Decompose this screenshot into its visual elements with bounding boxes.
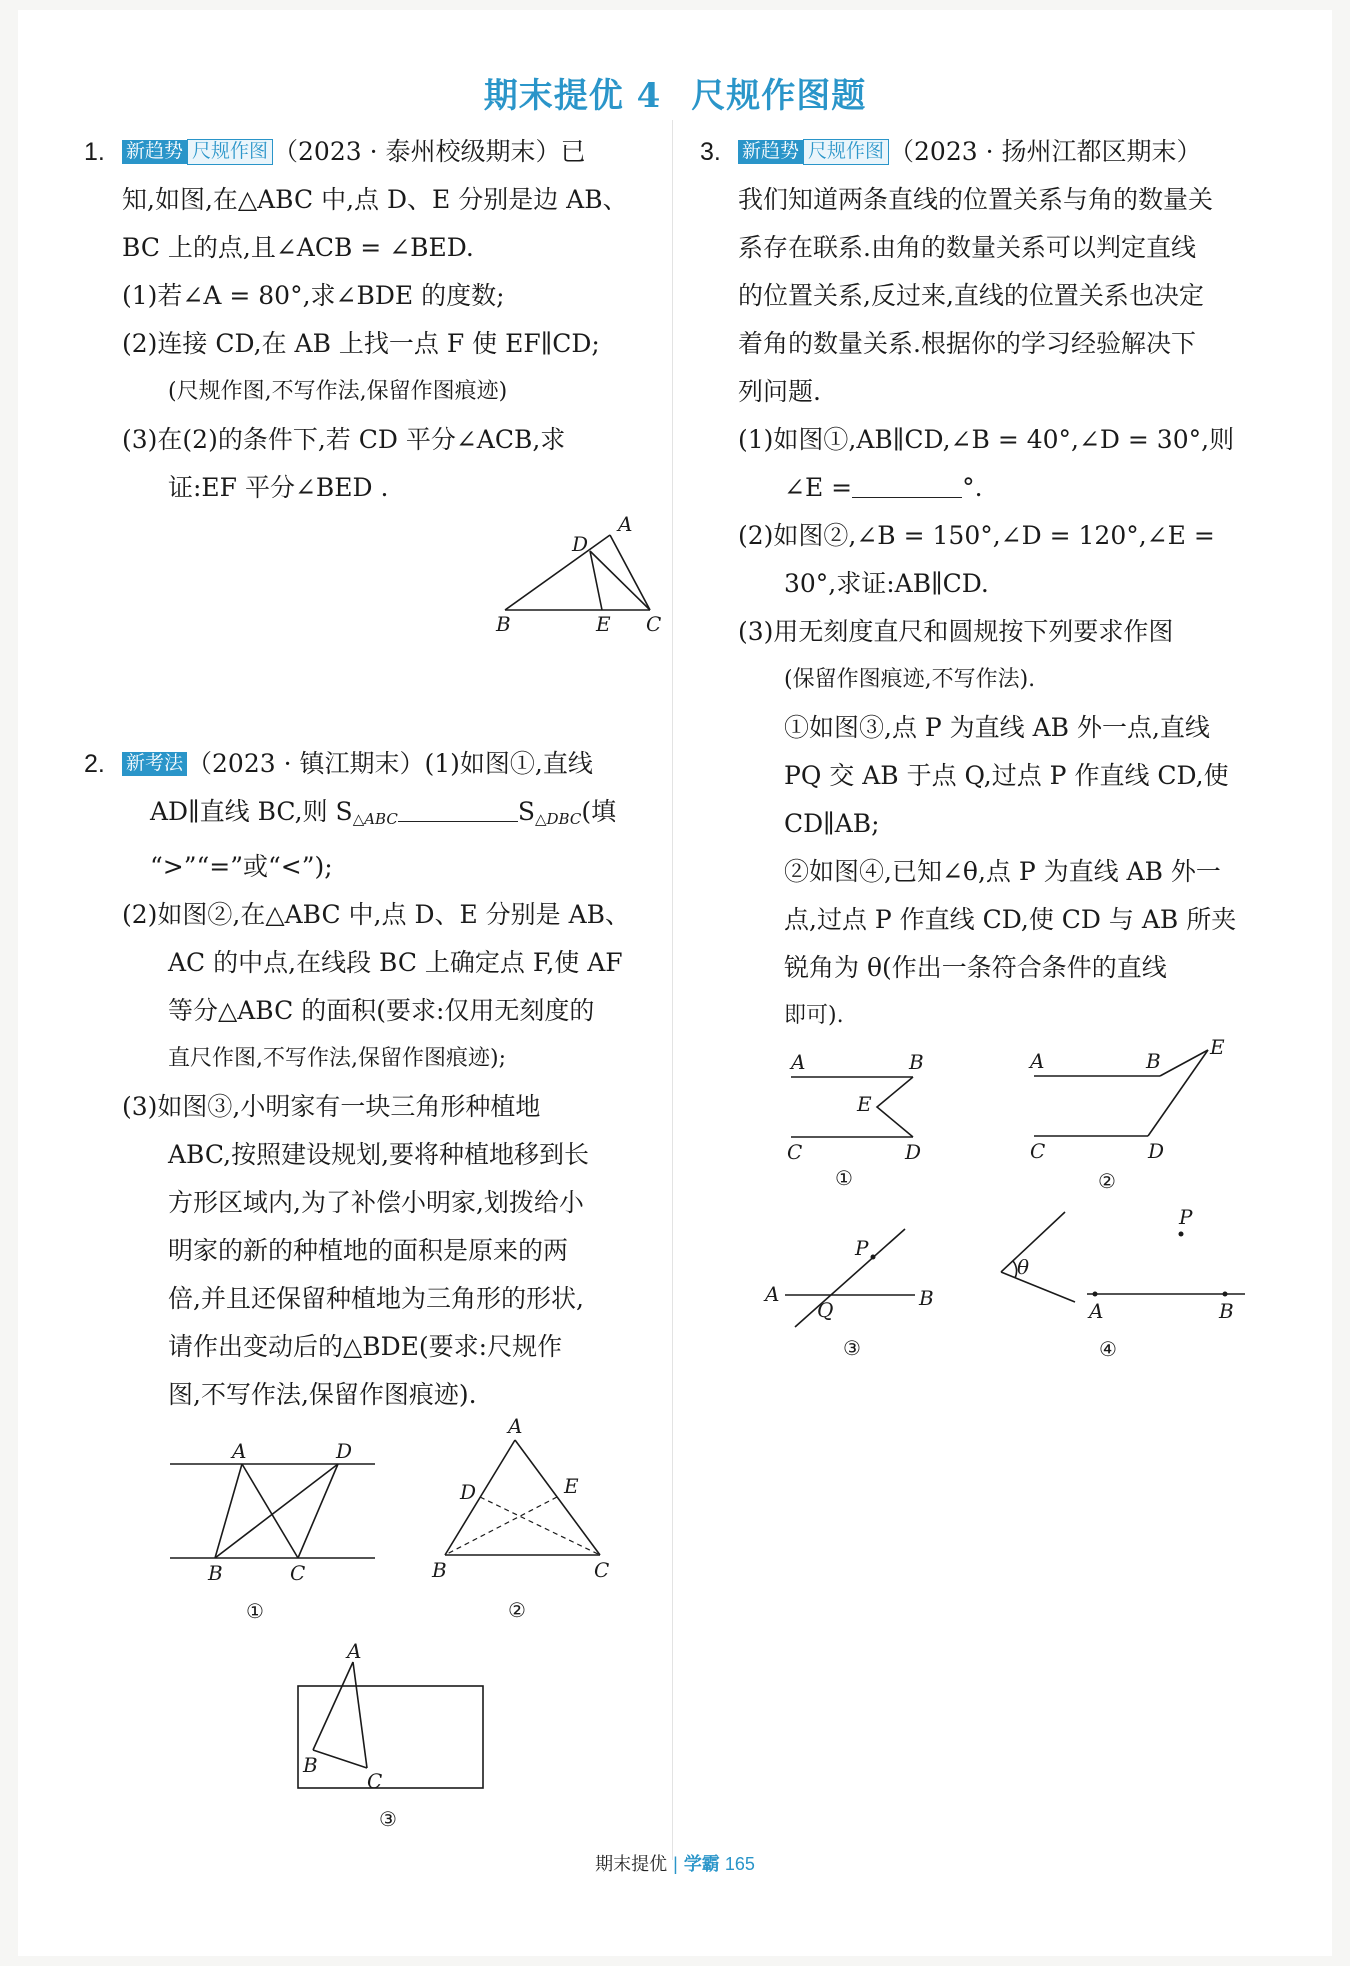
q3f3-label-a: A [765, 1282, 780, 1306]
q2-figure-1 [170, 1440, 380, 1630]
q3f2-label-a: A [1030, 1049, 1045, 1073]
q1-label-d: D [572, 532, 589, 556]
q3f4-label-b: B [1219, 1299, 1234, 1323]
q3f4-point-p [1179, 1232, 1184, 1237]
q2f2-label-d: D [460, 1480, 477, 1504]
q3f2-label-c: C [1030, 1139, 1046, 1163]
q3f3-caption: ③ [843, 1336, 861, 1360]
q3-line-1 [700, 128, 1280, 176]
q2-line-3: “>”“=”或“<”); [150, 852, 333, 881]
q2-tag-new-method: 新考法 [122, 752, 187, 776]
q2-text-c: (填 [581, 797, 617, 826]
q2f1-label-d: D [336, 1439, 353, 1463]
q3f4-point-a [1093, 1292, 1098, 1297]
q3-part-1: (1)如图①,AB∥CD,∠B = 40°,∠D = 30°,则 [738, 425, 1235, 454]
q1-source: （2023 · 泰州校级期末）已 [273, 137, 586, 166]
q3-figure-1 [785, 1045, 935, 1195]
q1-number: 1. [84, 138, 105, 166]
footer-section: 期末提优 [595, 1854, 668, 1874]
q3f2-label-e: E [1210, 1035, 1225, 1059]
q2f1-caption: ① [246, 1599, 264, 1623]
q3f1-label-a: A [791, 1050, 806, 1074]
q1-tag-construction: 尺规作图 [187, 139, 273, 165]
q3-number: 3. [700, 138, 721, 166]
q1-line-3: BC 上的点,且∠ACB = ∠BED. [122, 233, 474, 262]
q2-part-2-l4: 直尺作图,不写作法,保留作图痕迹); [168, 1046, 506, 1071]
q2f1-label-a: A [232, 1439, 247, 1463]
q3-source: （2023 · 扬州江都区期末） [889, 137, 1202, 166]
q3f1-label-b: B [909, 1050, 924, 1074]
q3f3-label-q: Q [817, 1298, 834, 1322]
q2-source: （2023 · 镇江期末）(1)如图①,直线 [187, 749, 593, 778]
q1-label-b: B [496, 612, 511, 636]
q2f3-label-b: B [303, 1753, 318, 1777]
q1-part-1: (1)若∠A = 80°,求∠BDE 的度数; [122, 281, 505, 310]
q3-answer-blank[interactable] [852, 473, 962, 498]
q2f2-label-c: C [594, 1558, 610, 1582]
q3-sub-1-l3: CD∥AB; [784, 809, 880, 838]
q2-part-3-l6: 请作出变动后的△BDE(要求:尺规作 [168, 1332, 563, 1361]
q2f3-caption: ③ [379, 1807, 397, 1831]
q2f2-label-b: B [432, 1558, 447, 1582]
q2f1-label-b: B [208, 1561, 223, 1585]
q3f1-label-c: C [787, 1140, 803, 1164]
q2-text-b: S [517, 797, 535, 826]
q2-number: 2. [84, 750, 105, 778]
q3-sub-1: ①如图③,点 P 为直线 AB 外一点,直线 [784, 713, 1210, 742]
q2-part-2-l3: 等分△ABC 的面积(要求:仅用无刻度的 [168, 996, 595, 1025]
q2-block [84, 740, 664, 1419]
footer-brand: 学霸 [683, 1854, 720, 1874]
q2-line-1 [84, 740, 664, 788]
q3f3-point-p [871, 1255, 876, 1260]
page-title [0, 68, 1350, 117]
q3-sub-2-l2: 点,过点 P 作直线 CD,使 CD 与 AB 所夹 [784, 905, 1237, 934]
q1-part-2-note: (尺规作图,不写作法,保留作图痕迹) [168, 379, 508, 404]
q1-tag-trend: 新趋势 [122, 140, 187, 164]
q1-part-2: (2)连接 CD,在 AB 上找一点 F 使 EF∥CD; [122, 329, 600, 358]
q2-text-a: AD∥直线 BC,则 S [150, 797, 353, 826]
q3-figure-3 [765, 1215, 945, 1365]
q3-tag-trend: 新趋势 [738, 140, 803, 164]
q3f4-label-p: P [1179, 1205, 1193, 1229]
q2-sub-dbc: △DBC [534, 810, 582, 828]
q3-intro-5: 列问题. [738, 377, 821, 406]
q2-line-2 [84, 788, 664, 843]
q3-intro-4: 着角的数量关系.根据你的学习经验解决下 [738, 329, 1196, 358]
q3-intro-2: 系存在联系.由角的数量关系可以判定直线 [738, 233, 1196, 262]
q3f1-caption: ① [835, 1166, 853, 1190]
title-number: 期末提优 4 [483, 76, 662, 116]
q3-sub-1-l2: PQ 交 AB 于点 Q,过点 P 作直线 CD,使 [784, 761, 1229, 790]
q3f4-caption: ④ [1099, 1337, 1117, 1361]
q3-part-3-note: (保留作图痕迹,不写作法). [784, 667, 1036, 692]
q3-degree-unit: °. [962, 473, 983, 502]
q1-label-a: A [618, 512, 633, 536]
q3-part-2: (2)如图②,∠B = 150°,∠D = 120°,∠E = [738, 521, 1215, 550]
q2f3-label-c: C [367, 1769, 383, 1793]
q3-figure-4 [995, 1200, 1255, 1365]
page-footer [0, 1850, 1350, 1876]
q3-intro-3: 的位置关系,反过来,直线的位置关系也决定 [738, 281, 1204, 310]
q2f2-label-a: A [508, 1414, 523, 1438]
q3-figure-2 [1030, 1035, 1240, 1200]
q3f4-point-b [1223, 1292, 1228, 1297]
right-column [700, 128, 1280, 1040]
q3-sub-2: ②如图④,已知∠θ,点 P 为直线 AB 外一 [784, 857, 1221, 886]
q3f3-label-p: P [855, 1236, 869, 1260]
title-text: 尺规作图题 [691, 76, 867, 116]
q2f1-label-c: C [290, 1561, 306, 1585]
q3-part-2-cont: 30°,求证:AB∥CD. [784, 569, 989, 598]
q3f2-label-d: D [1148, 1139, 1165, 1163]
left-column [84, 128, 664, 512]
q3-intro-1: 我们知道两条直线的位置关系与角的数量关 [738, 185, 1214, 214]
footer-separator: | [673, 1854, 678, 1874]
q2f2-caption: ② [508, 1598, 526, 1622]
column-divider [672, 120, 673, 1860]
q1-line-1 [84, 128, 664, 176]
q2-answer-blank[interactable] [398, 797, 518, 822]
q2-part-2: (2)如图②,在△ABC 中,点 D、E 分别是 AB、 [122, 900, 631, 929]
q2-figure-3 [295, 1640, 495, 1835]
q3-sub-2-l4: 即可). [784, 1003, 844, 1028]
q1-label-e: E [596, 612, 611, 636]
q3f2-label-b: B [1146, 1049, 1161, 1073]
page-number: 165 [724, 1854, 755, 1874]
q3-sub-2-l3: 锐角为 θ(作出一条符合条件的直线 [784, 953, 1167, 982]
q2f3-label-a: A [347, 1639, 362, 1663]
q2f2-label-e: E [564, 1474, 579, 1498]
q2-part-3-l7: 图,不写作法,保留作图痕迹). [168, 1380, 477, 1409]
q3-part-1-answer [700, 464, 1280, 512]
q3f4-label-theta: θ [1017, 1255, 1030, 1279]
q3-angle-e-label: ∠E = [784, 473, 853, 502]
q1-label-c: C [646, 612, 662, 636]
q2-part-3-l5: 倍,并且还保留种植地为三角形的形状, [168, 1284, 584, 1313]
q3f1-label-d: D [905, 1140, 922, 1164]
q3-part-3: (3)用无刻度直尺和圆规按下列要求作图 [738, 617, 1174, 646]
q2-part-2-l2: AC 的中点,在线段 BC 上确定点 F,使 AF [168, 948, 623, 977]
q2-figure-2 [430, 1415, 620, 1625]
q1-line-2: 知,如图,在△ABC 中,点 D、E 分别是边 AB、 [122, 185, 628, 214]
q1-part-3-cont: 证:EF 平分∠BED . [168, 473, 389, 502]
q3f4-label-a: A [1089, 1299, 1104, 1323]
q2-part-3-l3: 方形区域内,为了补偿小明家,划拨给小 [168, 1188, 584, 1217]
q3f3-label-b: B [919, 1286, 934, 1310]
q2-part-3-l2: ABC,按照建设规划,要将种植地移到长 [168, 1140, 590, 1169]
q2-part-3-l4: 明家的新的种植地的面积是原来的两 [168, 1236, 569, 1265]
q1-triangle-figure [490, 512, 670, 636]
q3f1-label-e: E [857, 1092, 872, 1116]
q2-part-3: (3)如图③,小明家有一块三角形种植地 [122, 1092, 541, 1121]
q3f2-caption: ② [1098, 1169, 1116, 1193]
q2-sub-abc: △ABC [352, 810, 398, 828]
q1-part-3: (3)在(2)的条件下,若 CD 平分∠ACB,求 [122, 425, 566, 454]
q3-tag-construction: 尺规作图 [803, 139, 889, 165]
